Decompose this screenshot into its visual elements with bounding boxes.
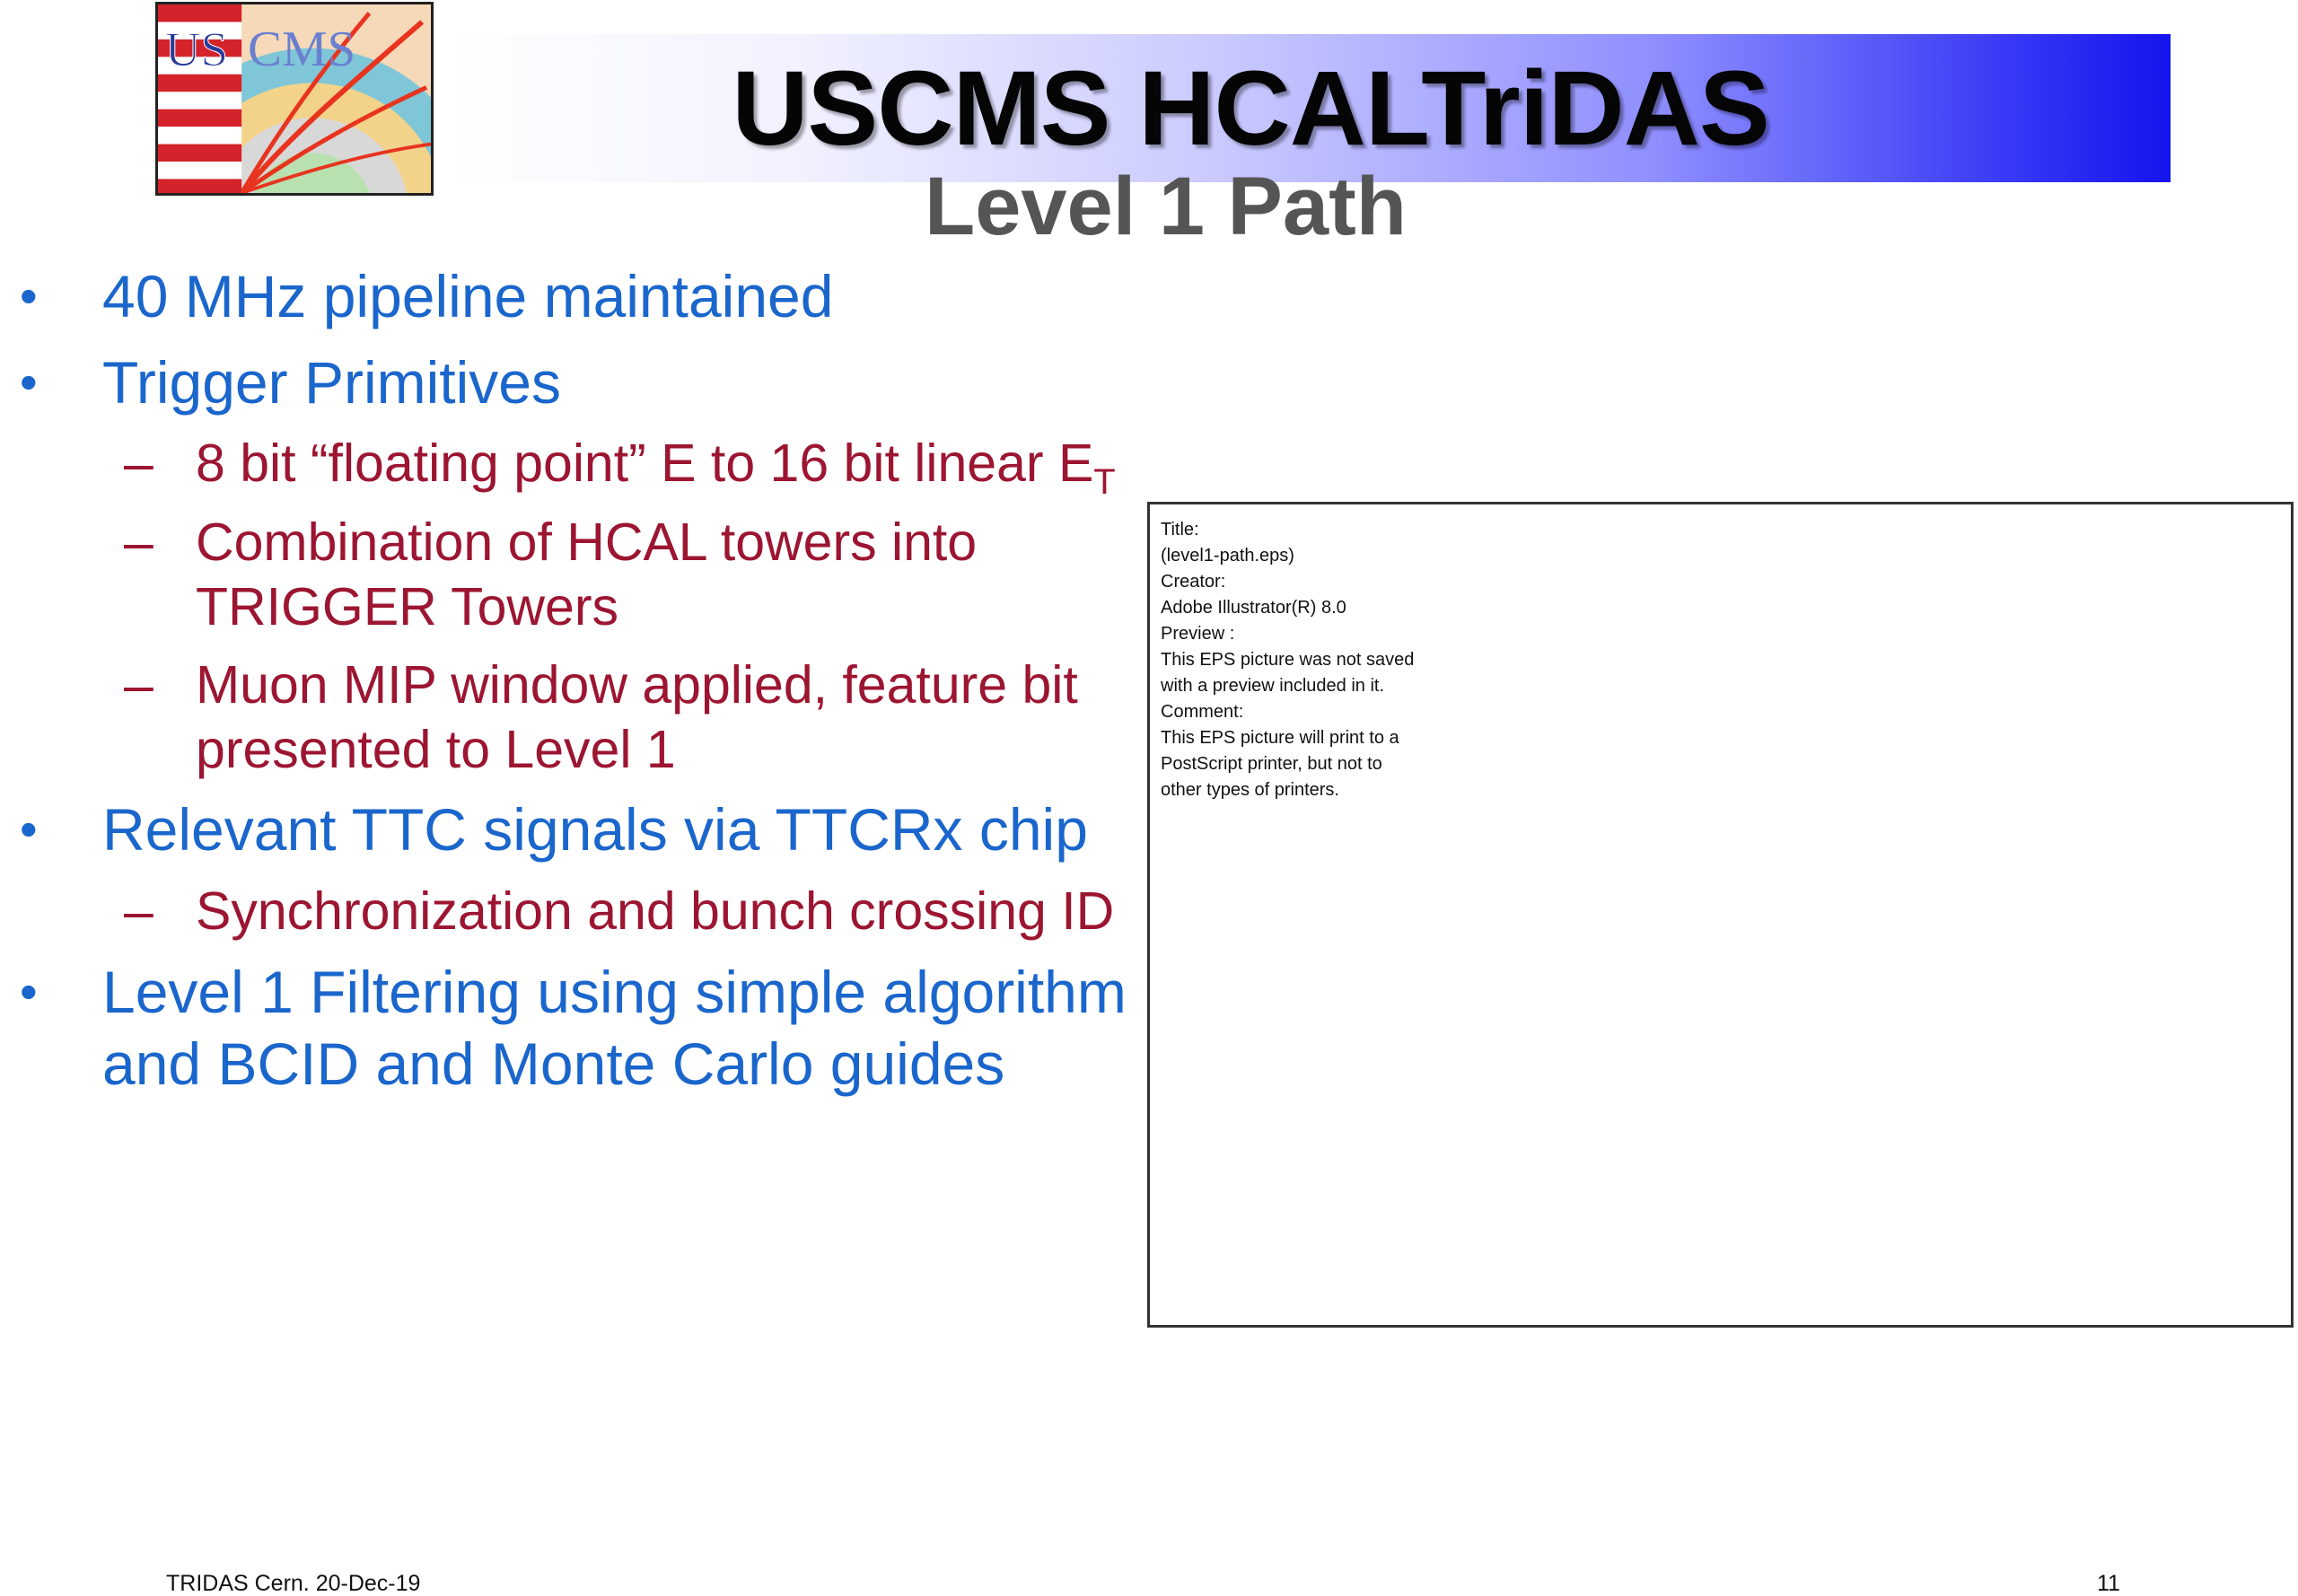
sub-bullet-muon-line2: presented to Level 1 (196, 720, 676, 779)
sub-bullet-combination-line2: TRIGGER Towers (196, 577, 618, 636)
eps-placeholder-text (1161, 517, 1414, 803)
bullet-ttc-signals: Relevant TTC signals via TTCRx chip (102, 796, 1088, 863)
bullet-marker: • (20, 354, 38, 410)
subscript-t: T (1093, 462, 1116, 502)
eps-line: This EPS picture will print to a (1161, 728, 1399, 748)
page-subtitle: Level 1 Path (925, 161, 1407, 252)
eps-line: This EPS picture was not saved (1161, 650, 1415, 670)
bullet-trigger-primitives: Trigger Primitives (102, 349, 561, 416)
page-number: 11 (2097, 1571, 2120, 1596)
sub-bullet-combination-line1: Combination of HCAL towers into (196, 513, 978, 572)
eps-line: PostScript printer, but not to (1161, 754, 1382, 774)
uscms-logo-graphic (158, 4, 431, 193)
eps-line: (level1-path.eps) (1161, 546, 1294, 566)
logo-text-cms: CMS (248, 22, 356, 77)
bullet-pipeline: 40 MHz pipeline maintained (102, 263, 834, 329)
bullet-marker: • (20, 801, 38, 857)
eps-line: Creator: (1161, 572, 1226, 592)
eps-line: Adobe Illustrator(R) 8.0 (1161, 598, 1346, 618)
bullet-marker: • (20, 267, 38, 324)
uscms-logo (155, 2, 434, 196)
eps-line: Comment: (1161, 702, 1244, 722)
sub-bullet-marker: – (124, 513, 153, 572)
eps-image-placeholder (1147, 502, 2294, 1328)
sub-bullet-muon-line1: Muon MIP window applied, feature bit (196, 655, 1078, 715)
footer-date: TRIDAS Cern. 20-Dec-19 (166, 1571, 421, 1596)
page-title: USCMS HCALTriDAS (732, 49, 1769, 168)
bullet-level1-filtering-line1: Level 1 Filtering using simple algorithm (102, 959, 1127, 1025)
logo-text-us: US (164, 22, 229, 77)
sub-bullet-marker: – (124, 655, 153, 715)
eps-line: Title: (1161, 520, 1199, 539)
eps-line: with a preview included in it. (1161, 676, 1385, 696)
bullet-marker: • (20, 963, 38, 1020)
sub-bullet-floating-point-text: 8 bit “floating point” E to 16 bit linear E (196, 434, 1094, 493)
sub-bullet-floating-point (196, 431, 1116, 514)
eps-line: other types of printers. (1161, 780, 1339, 800)
sub-bullet-synchronization: Synchronization and bunch crossing ID (196, 881, 1115, 941)
sub-bullet-marker: – (124, 434, 153, 493)
eps-line: Preview : (1161, 624, 1235, 644)
bullet-level1-filtering-line2: and BCID and Monte Carlo guides (102, 1030, 1005, 1097)
sub-bullet-marker: – (124, 881, 153, 941)
